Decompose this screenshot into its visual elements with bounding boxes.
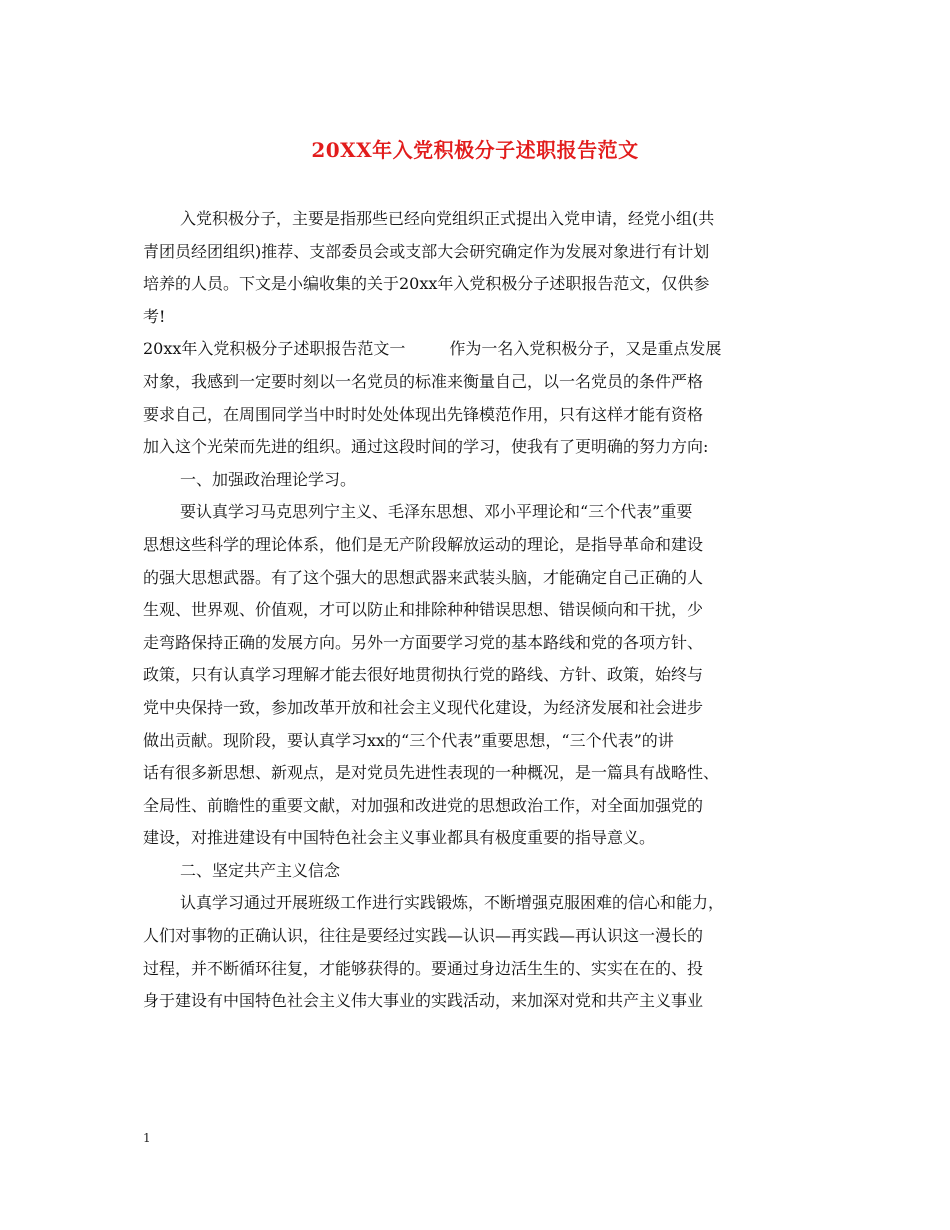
document-title: 20XX年入党积极分子述职报告范文 xyxy=(311,138,639,162)
paragraph-line: 过程，并不断循环往复，才能够获得的。要通过身边活生生的、实实在在的、投 xyxy=(143,958,704,978)
paragraph-line: 对象，我感到一定要时刻以一名党员的标准来衡量自己，以一名党员的条件严格 xyxy=(143,371,704,391)
subheading-line: 一、加强政治理论学习。 xyxy=(180,469,357,489)
document-body xyxy=(143,203,809,1018)
page-number: 1 xyxy=(143,1131,151,1145)
paragraph-line: 全局性、前瞻性的重要文献，对加强和改进党的思想政治工作，对全面加强党的 xyxy=(143,795,704,815)
paragraph-line: 思想这些科学的理论体系，他们是无产阶段解放运动的理论，是指导革命和建设 xyxy=(143,534,704,554)
paragraph-line: 入党积极分子，主要是指那些已经向党组织正式提出入党申请，经党小组(共 xyxy=(180,209,715,228)
paragraph-line: 要求自己，在周围同学当中时时处处体现出先锋模范作用，只有这样才能有资格 xyxy=(143,404,704,424)
paragraph-line: 培养的人员。下文是小编收集的关于20xx年入党积极分子述职报告范文，仅供参 xyxy=(143,274,710,294)
paragraph-line: 人们对事物的正确认识，往往是要经过实践—认识—再实践—再认识这一漫长的 xyxy=(143,926,704,946)
section-heading: 20xx年入党积极分子述职报告范文一 xyxy=(143,339,406,359)
paragraph-line: 党中央保持一致，参加改革开放和社会主义现代化建设，为经济发展和社会进步 xyxy=(143,697,704,717)
paragraph-line: 建设，对推进建设有中国特色社会主义事业都具有极度重要的指导意义。 xyxy=(143,828,656,848)
section-heading-line xyxy=(143,333,809,366)
paragraph-line: 考! xyxy=(143,306,166,326)
paragraph-line: 政策，只有认真学习理解才能去很好地贯彻执行党的路线、方针、政策，始终与 xyxy=(143,665,704,685)
section-first-line: 作为一名入党积极分子，又是重点发展 xyxy=(449,339,722,359)
paragraph-line: 生观、世界观、价值观，才可以防止和排除种种错误思想、错误倾向和干扰，少 xyxy=(143,600,704,620)
paragraph-line: 认真学习通过开展班级工作进行实践锻炼，不断增强克服困难的信心和能力， xyxy=(180,893,725,913)
paragraph-line: 青团员经团组织)推荐、支部委员会或支部大会研究确定作为发展对象进行有计划 xyxy=(143,241,710,261)
paragraph-line: 身于建设有中国特色社会主义伟大事业的实践活动，来加深对党和共产主义事业 xyxy=(143,991,704,1011)
paragraph-line: 做出贡献。现阶段，要认真学习xx的“三个代表”重要思想，“三个代表”的讲 xyxy=(143,730,674,750)
paragraph-line: 走弯路保持正确的发展方向。另外一方面要学习党的基本路线和党的各项方针、 xyxy=(143,632,704,652)
subheading-line: 二、坚定共产主义信念 xyxy=(180,860,341,880)
paragraph-line: 加入这个光荣而先进的组织。通过这段时间的学习，使我有了更明确的努力方向: xyxy=(143,437,709,457)
paragraph-line: 的强大思想武器。有了这个强大的思想武器来武装头脑，才能确定自己正确的人 xyxy=(143,567,704,587)
paragraph-line: 话有很多新思想、新观点，是对党员先进性表现的一种概况，是一篇具有战略性、 xyxy=(143,763,720,783)
paragraph-line: 要认真学习马克思列宁主义、毛泽东思想、邓小平理论和“三个代表”重要 xyxy=(180,502,693,522)
